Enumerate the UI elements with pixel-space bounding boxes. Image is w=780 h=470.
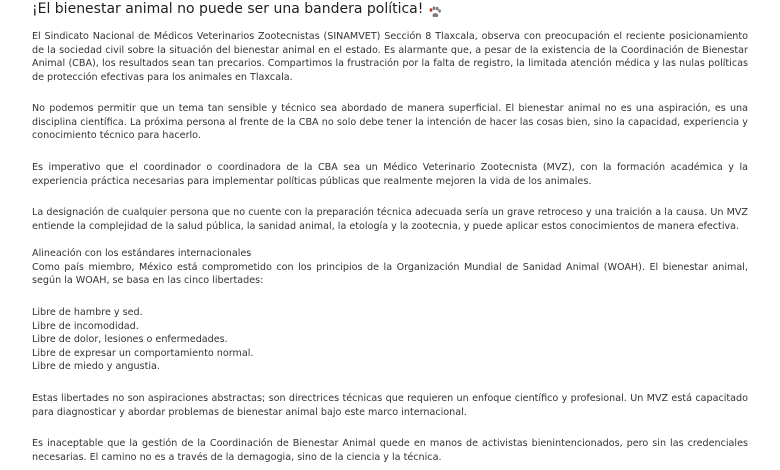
paragraph-1: El Sindicato Nacional de Médicos Veterinarios Zootecnistas (SINAMVET) Sección 8 Tlaxcala, observa con preocupación el reciente posicionamiento de la sociedad civil sobre la situación del bienestar animal en el estado. Es alarmante que, a pesar de la existencia de la Coordinación de Bienestar Animal (CBA), los resultados sean tan precarios. Compartimos la frustración por la falta de registro, la limitada atención médica y las nulas políticas de protección efectivas para los animales en Tlaxcala. <box>32 31 748 83</box>
paw-print-icon <box>428 3 442 15</box>
section-heading: Alineación con los estándares internacionales <box>32 248 252 259</box>
paragraph-4: La designación de cualquier persona que no cuente con la preparación técnica adecuada sería un grave retroceso y una traición a la causa. Un MVZ entiende la complejidad de la salud pública, la sanidad animal, la etología y la zootecnia, y puede aplicar estos conocimientos de manera efectiva. <box>32 207 748 232</box>
paragraph-2: No podemos permitir que un tema tan sensible y técnico sea abordado de manera superficial. El bienestar animal no es una aspiración, es una disciplina científica. La próxima persona al frente de la CBA no solo debe tener la intención de hacer las cosas bien, sino la capacidad, experiencia y conocimiento técnico para hacerlo. <box>32 103 748 141</box>
section-intro: Como país miembro, México está comprometido con los principios de la Organización Mundial de Sanidad Animal (WOAH). El bienestar animal, según la WOAH, se basa en las cinco libertades: <box>32 261 748 286</box>
document-title: ¡El bienestar animal no puede ser una bandera política! <box>32 1 424 17</box>
document-page <box>32 0 748 463</box>
list-item: Libre de dolor, lesiones o enfermedades. <box>32 334 228 345</box>
paragraph-3: Es imperativo que el coordinador o coordinadora de la CBA sea un Médico Veterinario Zootecnista (MVZ), con la formación académica y la experiencia práctica necesarias para implementar políticas públicas que realmente mejoren la vida de los animales. <box>32 162 748 187</box>
list-item: Libre de expresar un comportamiento normal. <box>32 347 254 359</box>
closing-paragraph-1: Estas libertades no son aspiraciones abstractas; son directrices técnicas que requieren un enfoque científico y profesional. Un MVZ está capacitado para diagnosticar y abordar problemas de bienestar animal bajo este marco internacional. <box>32 393 748 418</box>
list-item: Libre de miedo y angustia. <box>32 361 160 372</box>
freedoms-list <box>32 306 748 374</box>
section-block <box>32 247 748 288</box>
list-item: Libre de incomodidad. <box>32 320 139 332</box>
closing-paragraph-2: Es inaceptable que la gestión de la Coordinación de Bienestar Animal quede en manos de activistas bienintencionados, pero sin las credenciales necesarias. El camino no es a través de la demagogia, sino de la ciencia y la técnica. <box>32 438 748 463</box>
title-row <box>32 0 748 20</box>
list-item: Libre de hambre y sed. <box>32 307 143 318</box>
